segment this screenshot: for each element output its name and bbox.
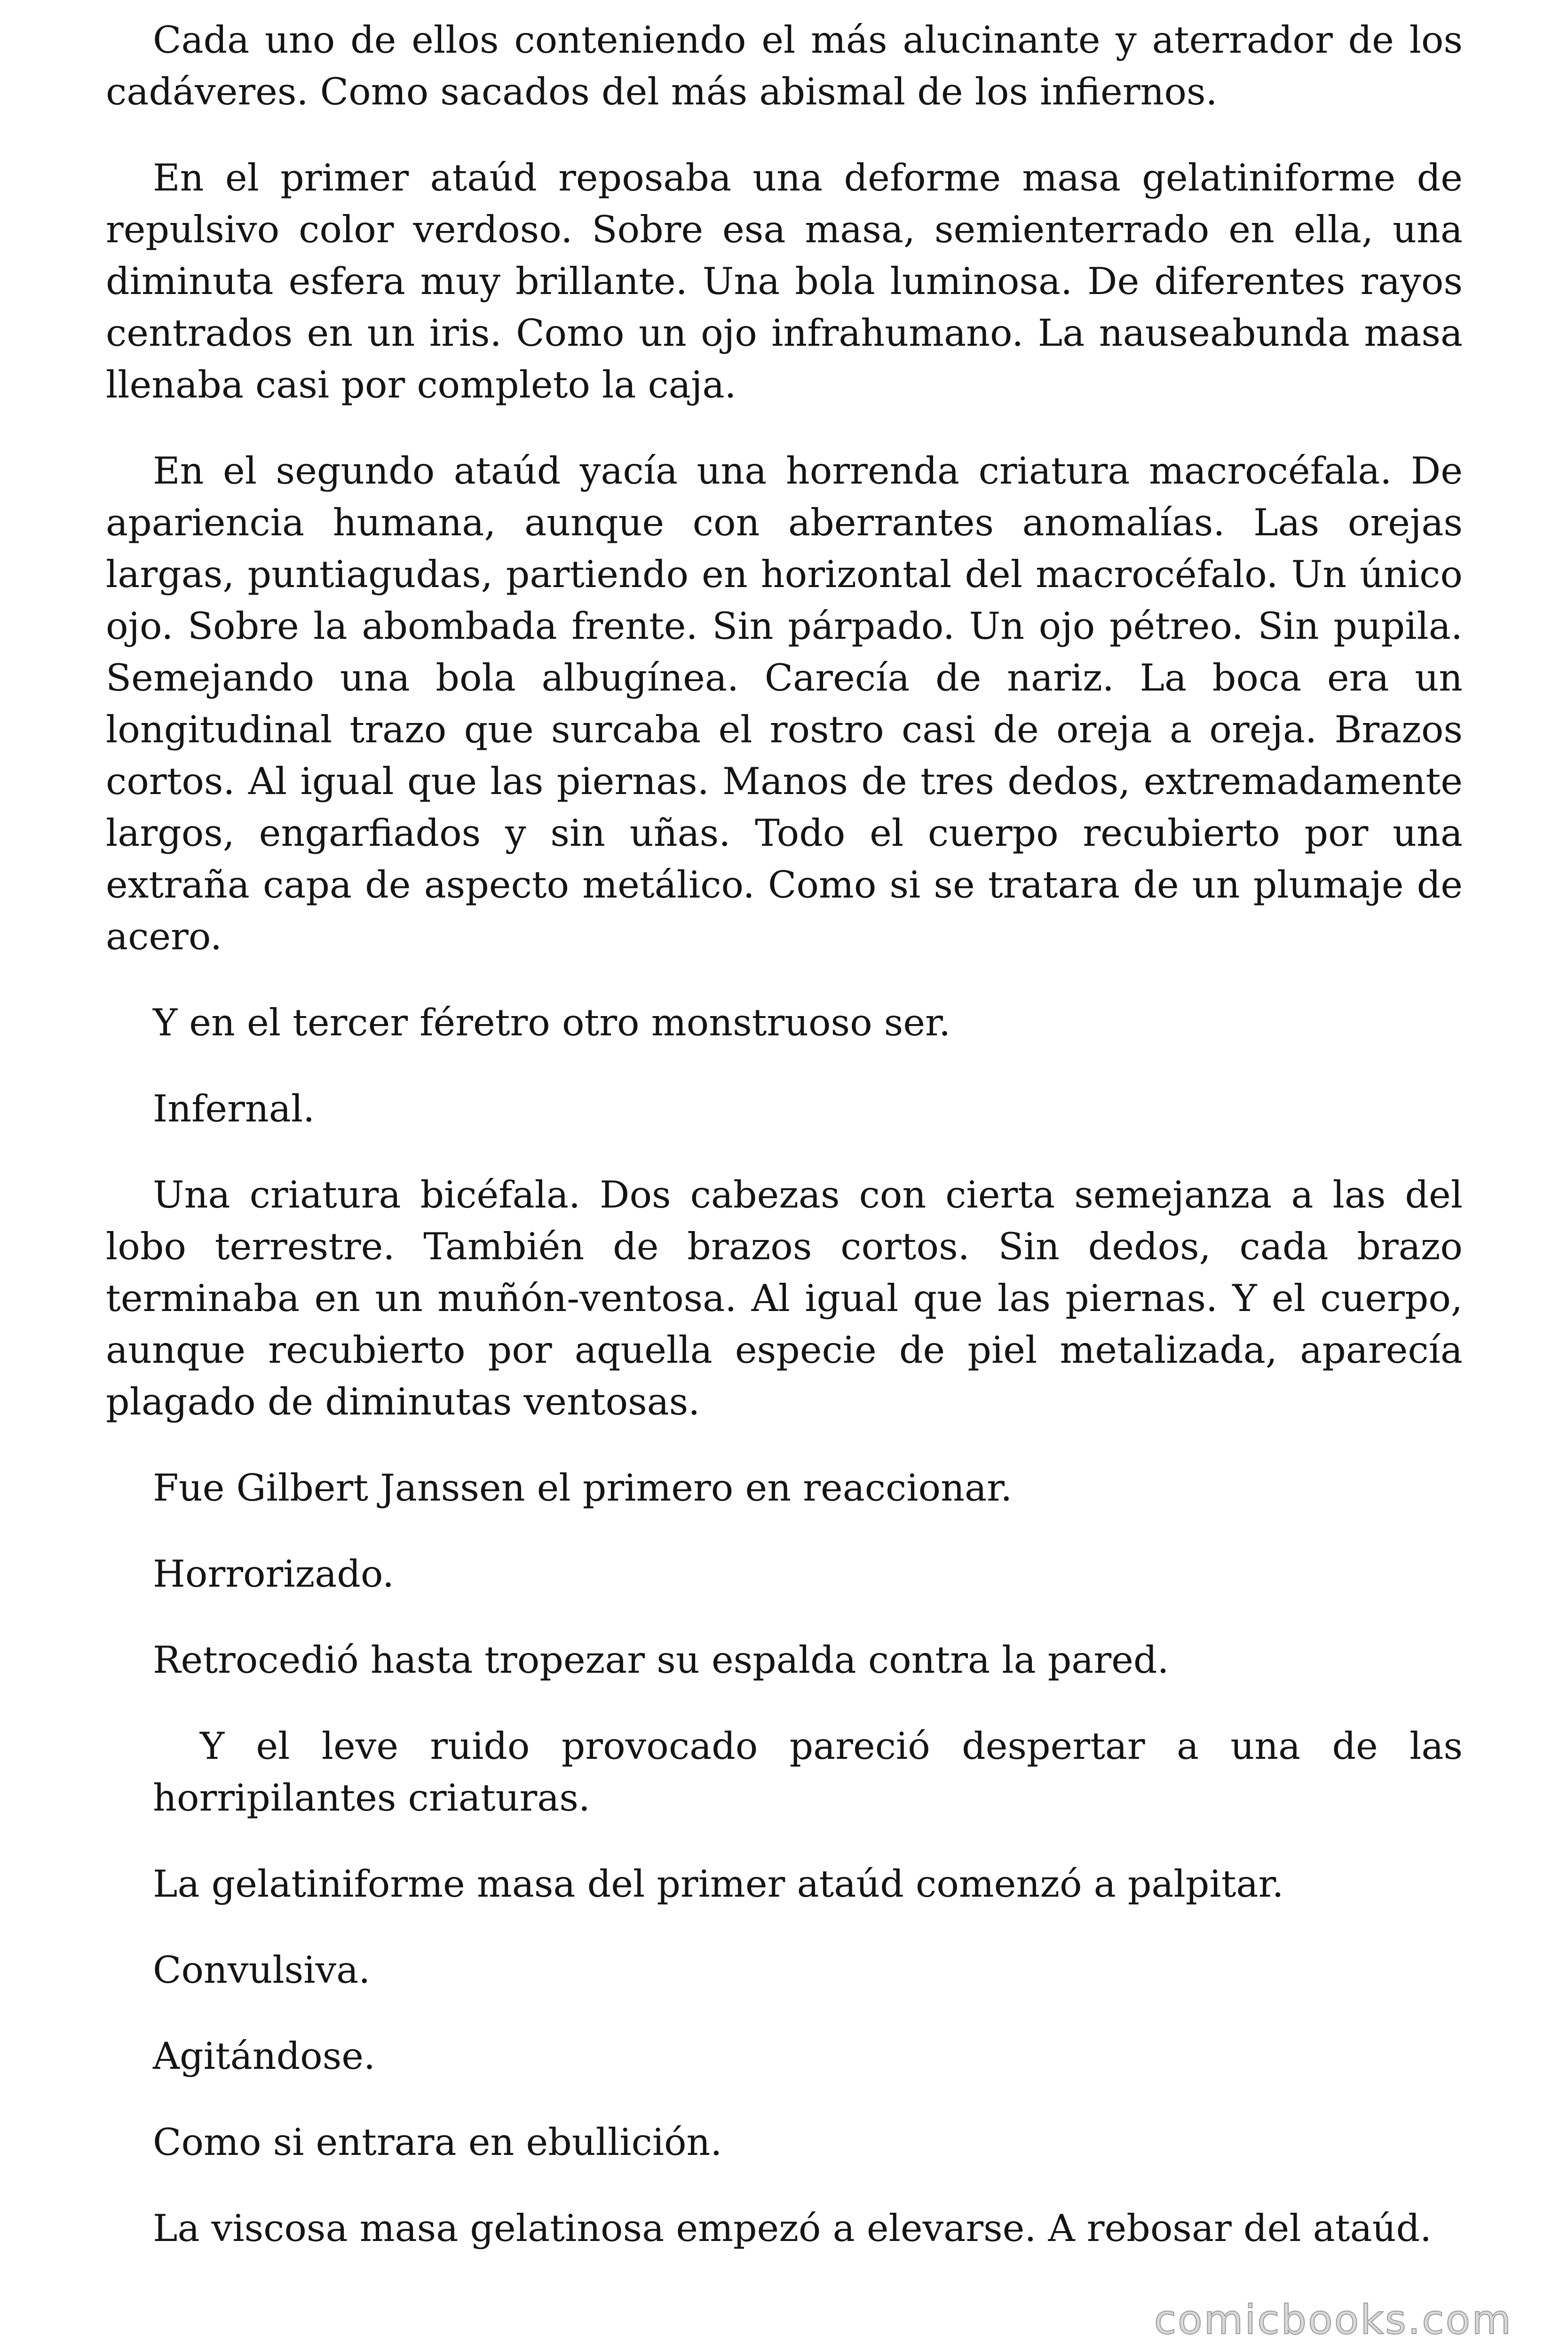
paragraph: Convulsiva.	[153, 1948, 371, 1992]
paragraph: Fue Gilbert Janssen el primero en reaccionar.	[153, 1466, 1013, 1510]
paragraph: Y en el tercer féretro otro monstruoso ser.	[153, 1001, 951, 1044]
paragraph: Infernal.	[153, 1087, 315, 1130]
paragraph: La gelatiniforme masa del primer ataúd comenzó a palpitar.	[153, 1862, 1284, 1906]
paragraph: En el segundo ataúd yacía una horrenda criatura macrocéfala. De apariencia humana, aunque con aberrantes anomalías. Las orejas largas, puntiagudas, partiendo en horizontal del macrocéfalo. Un único ojo. Sobre la abombada frente. Sin párpado. Un ojo pétreo. Sin pupila. Semejando una bola albugínea. Carecía de nariz. La boca era un longitudinal trazo que surcaba el rostro casi de oreja a oreja. Brazos cortos. Al igual que las piernas. Manos de tres dedos, extremadamente largos, engarfiados y sin uñas. Todo el cuerpo recubierto por una extraña capa de aspecto metálico. Como si se tratara de un plumaje de acero.	[106, 449, 1463, 958]
watermark-text: comicbooks.com	[1154, 2296, 1513, 2344]
paragraph: Cada uno de ellos conteniendo el más alucinante y aterrador de los cadáveres. Como sacados del más abismal de los infiernos.	[106, 18, 1463, 113]
paragraph: Una criatura bicéfala. Dos cabezas con cierta semejanza a las del lobo terrestre. También de brazos cortos. Sin dedos, cada brazo terminaba en un muñón-ventosa. Al igual que las piernas. Y el cuerpo, aunque recubierto por aquella especie de piel metalizada, aparecía plagado de diminutas ventosas.	[106, 1173, 1463, 1423]
paragraph: Y el leve ruido provocado pareció despertar a una de las horripilantes criaturas.	[153, 1724, 1463, 1820]
paragraph: La viscosa masa gelatinosa empezó a elevarse. A rebosar del ataúd.	[153, 2207, 1432, 2250]
paragraph: Retrocedió hasta tropezar su espalda contra la pared.	[153, 1638, 1169, 1682]
book-page	[106, 14, 1463, 2254]
paragraph: En el primer ataúd reposaba una deforme masa gelatiniforme de repulsivo color verdoso. Sobre esa masa, semienterrado en ella, una diminuta esfera muy brillante. Una bola luminosa. De diferentes rayos centrados en un iris. Como un ojo infrahumano. La nauseabunda masa llenaba casi por completo la caja.	[106, 156, 1463, 406]
paragraph: Como si entrara en ebullición.	[153, 2121, 722, 2164]
paragraph: Agitándose.	[153, 2034, 376, 2078]
paragraph: Horrorizado.	[153, 1552, 395, 1596]
